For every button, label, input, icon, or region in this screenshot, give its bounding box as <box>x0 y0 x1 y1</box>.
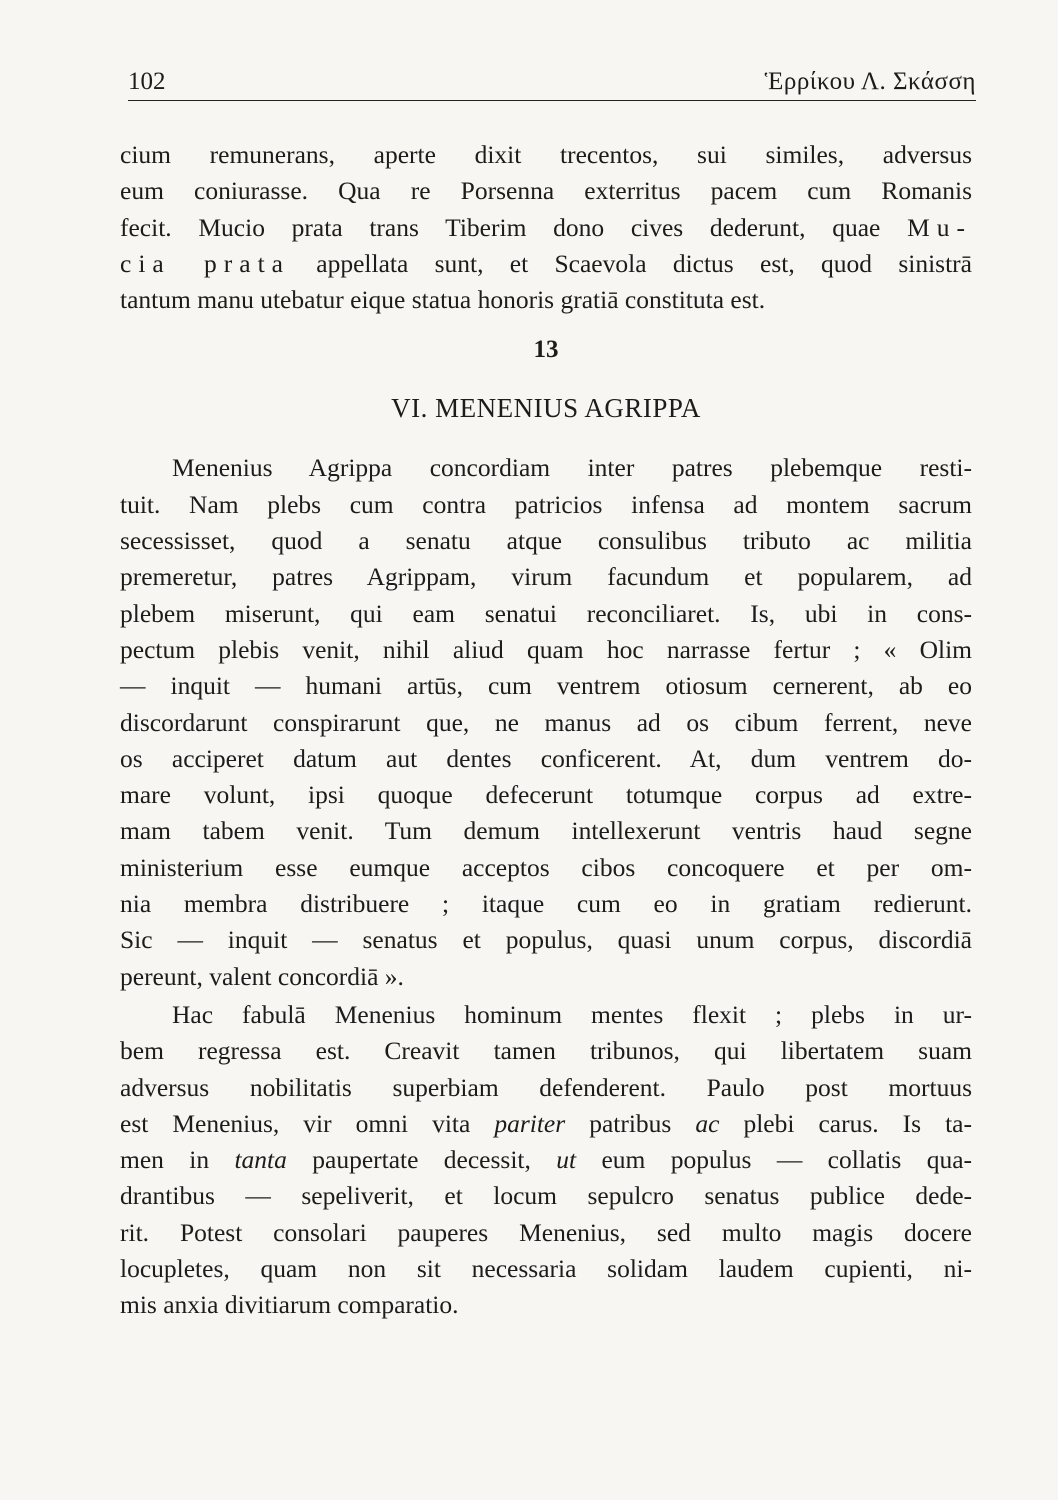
text-line: pereunt, valent concordiā ». <box>120 961 404 991</box>
text-segment: paupertate decessit, <box>286 1145 557 1175</box>
text-line: Sic — inquit — senatus et populus, quasi unum corpus, discordiā <box>120 925 972 955</box>
text-line: pectum plebis venit, nihil aliud quam hoc narrasse fertur ; « Olim <box>120 634 972 664</box>
spaced-text: Mu- <box>907 212 972 242</box>
continuation-paragraph <box>120 137 972 318</box>
text-segment: appellata sunt, et Scaevola dictus est, quod sinistrā <box>289 248 972 278</box>
text-segment: patribus <box>565 1108 696 1138</box>
text-segment: fecit. Mucio prata trans Tiberim dono cives dederunt, quae <box>120 212 908 242</box>
text-line: rit. Potest consolari pauperes Menenius, sed multo magis docere <box>120 1217 972 1247</box>
text-line: tantum manu utebatur eique statua honoris gratiā constituta est. <box>120 285 766 315</box>
italic-word: ut <box>556 1145 577 1175</box>
section-number: 13 <box>533 336 559 364</box>
italic-word: ac <box>695 1108 720 1138</box>
text-line: Hac fabulā Menenius hominum mentes flexit ; plebs in ur- <box>172 999 972 1029</box>
text-line: nia membra distribuere ; itaque cum eo in gratiam redierunt. <box>120 889 972 919</box>
text-segment: men in <box>120 1145 235 1175</box>
text-line: cium remunerans, aperte dixit trecentos, sui similes, adversus <box>120 140 972 169</box>
paragraph-menenius-agrippa <box>120 450 972 994</box>
text-line: plebem miserunt, qui eam senatui reconciliaret. Is, ubi in cons- <box>120 598 972 628</box>
text-line: os acciperet datum aut dentes conficerent. At, dum ventrem do- <box>120 743 972 773</box>
text-line: secessisset, quod a senatu atque consulibus tributo ac militia <box>120 526 972 556</box>
text-line: mam tabem venit. Tum demum intellexerunt ventris haud segne <box>120 816 972 846</box>
text-line: Menenius Agrippa concordiam inter patres plebemque resti- <box>172 453 972 483</box>
text-line: bem regressa est. Creavit tamen tribunos, qui libertatem suam <box>120 1036 972 1066</box>
paragraph-fable-outcome <box>120 997 972 1324</box>
italic-word: pariter <box>494 1108 566 1138</box>
text-line: premeretur, patres Agrippam, virum facundum et popularem, ad <box>120 562 972 592</box>
text-line: eum coniurasse. Qua re Porsenna exterritus pacem cum Romanis <box>120 176 972 206</box>
running-head: Ἑρρίκου Λ. Σκάσση <box>764 68 976 95</box>
text-line: mare volunt, ipsi quoque defecerunt totumque corpus ad extre- <box>120 780 972 810</box>
text-line <box>120 210 972 246</box>
text-segment: est Menenius, vir omni vita <box>120 1108 495 1138</box>
italic-word: tanta <box>234 1145 287 1175</box>
text-line: mis anxia divitiarum comparatio. <box>120 1290 459 1320</box>
text-line: locupletes, quam non sit necessaria solidam laudem cupienti, ni- <box>120 1254 972 1284</box>
text-line <box>120 246 972 282</box>
text-segment: plebi carus. Is ta- <box>719 1108 972 1138</box>
text-line: — inquit — humani artūs, cum ventrem otiosum cernerent, ab eo <box>120 671 972 701</box>
text-line: ministerium esse eumque acceptos cibos concoquere et per om- <box>120 852 972 882</box>
section-title: VI. MENENIUS AGRIPPA <box>391 393 701 424</box>
text-line: discordarunt conspirarunt que, ne manus ad os cibum ferrent, neve <box>120 707 972 737</box>
text-line: drantibus — sepeliverit, et locum sepulcro senatus publice dede- <box>120 1181 972 1211</box>
text-line: tuit. Nam plebs cum contra patricios infensa ad montem sacrum <box>120 489 972 519</box>
spaced-text: cia prata <box>120 248 290 278</box>
text-segment: eum populus — collatis qua- <box>576 1145 973 1175</box>
text-line <box>120 1106 972 1142</box>
page-number: 102 <box>128 68 166 95</box>
page-body <box>120 137 972 1324</box>
page-header <box>128 66 976 101</box>
text-line <box>120 1142 972 1178</box>
text-line: adversus nobilitatis superbiam defenderent. Paulo post mortuus <box>120 1072 972 1102</box>
